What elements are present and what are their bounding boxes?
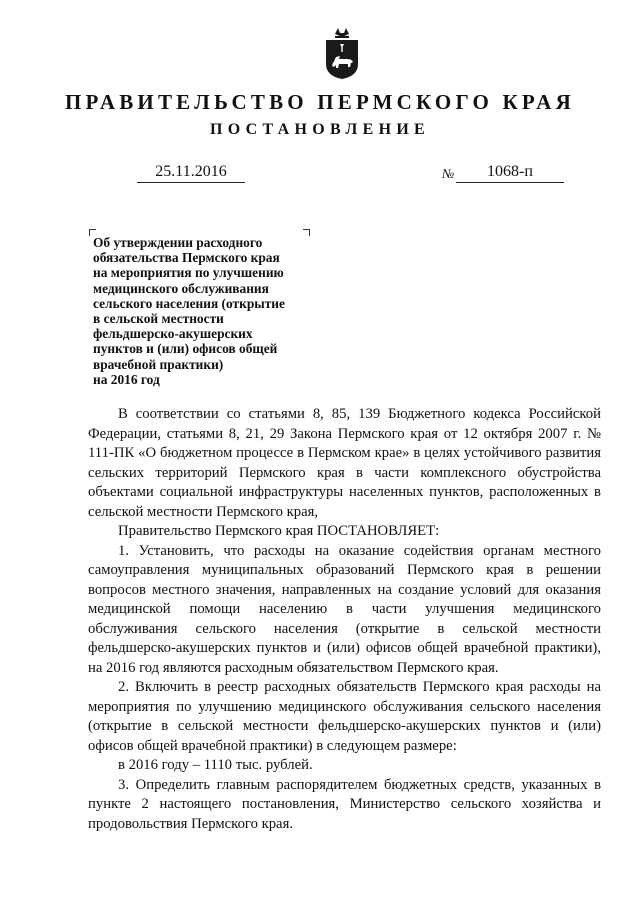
- body-paragraph: 2. Включить в реестр расходных обязательств Пермского края расходы на мероприятия по улучшению медицинского обслуживания сельского населения (открытие в сельской местности фельдшерско-акушерских пунктов и (или) офисов общей врачебной практики) в следующем размере:: [88, 679, 601, 754]
- body-paragraph: 3. Определить главным распорядителем бюджетных средств, указанных в пункте 2 настоящего постановления, Министерство сельского хозяйства и продовольствия Пермского края.: [88, 776, 601, 832]
- document-date: 25.11.2016: [137, 163, 245, 183]
- subject-line: фельдшерско-акушерских: [93, 326, 253, 342]
- document-type: ПОСТАНОВЛЕНИЕ: [209, 121, 431, 138]
- document-subject: [93, 235, 323, 387]
- subject-line: на мероприятия по улучшению: [93, 265, 284, 281]
- subject-line: обязательства Пермского края: [93, 250, 280, 266]
- subject-line: на 2016 год: [93, 371, 160, 387]
- perm-krai-coat-of-arms-icon: [325, 28, 359, 80]
- subject-line: Об утверждении расходного: [93, 235, 263, 250]
- subject-line: сельского населения (открытие: [93, 295, 285, 311]
- number-sign: №: [442, 166, 455, 181]
- government-title: ПРАВИТЕЛЬСТВО ПЕРМСКОГО КРАЯ: [64, 90, 575, 114]
- document-number: 1068-п: [456, 163, 564, 183]
- subject-line: пунктов и (или) офисов общей: [93, 341, 278, 357]
- document-body: [88, 405, 601, 834]
- body-paragraph: 1. Установить, что расходы на оказание содействия органам местного самоуправления муниципальных образований Пермского края в решении вопросов местного значения, направленных на создание условий для оказания медицинской помощи населению в части улучшения медицинского обслуживания сельского населения (открытие в сельской местности фельдшерско-акушерских пунктов и (или) офисов общей врачебной практики), на 2016 год являются расходным обязательством Пермского края.: [88, 542, 601, 676]
- body-paragraph: Правительство Пермского края ПОСТАНОВЛЯЕТ:: [118, 523, 440, 539]
- subject-line: медицинского обслуживания: [93, 280, 269, 296]
- subject-line: врачебной практики): [93, 356, 224, 372]
- subject-line: в сельской местности: [93, 311, 224, 327]
- body-paragraph: В соответствии со статьями 8, 85, 139 Бюджетного кодекса Российской Федерации, статьями 8, 21, 29 Закона Пермского края от 12 октября 2007 г. № 111-ПК «О бюджетном процессе в Пермском крае» в целях устойчивого развития сельских территорий Пермского края в части комплексного обустройства объектами социальной инфраструктуры населенных пунктов, расположенных в сельской местности Пермского края,: [88, 406, 601, 520]
- body-paragraph: в 2016 году – 1110 тыс. рублей.: [118, 757, 313, 773]
